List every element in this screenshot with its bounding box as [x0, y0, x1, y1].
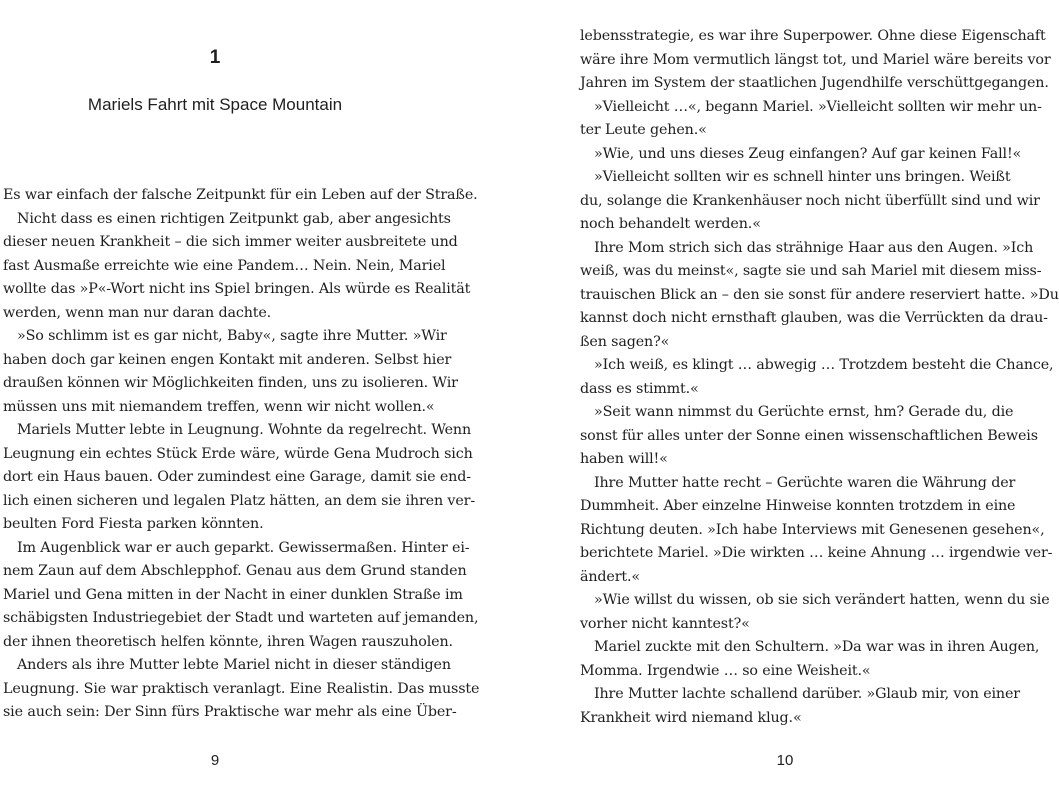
text-line: Momma. Irgendwie … so eine Weisheit.« — [580, 662, 871, 679]
text-line: »Seit wann nimmst du Gerüchte ernst, hm? Gerade du, die — [594, 404, 1014, 420]
text-line: Ihre Mutter lachte schallend darüber. »Glaub mir, von einer — [594, 686, 1020, 702]
text-line: Anders als ihre Mutter lebte Mariel nicht in dieser ständigen — [17, 657, 451, 673]
page-number: 10 — [776, 752, 794, 769]
text-line: schäbigsten Industriegebiet der Stadt und warteten auf jemanden, — [3, 610, 479, 626]
text-line: Mariels Mutter lebte in Leugnung. Wohnte da regelrecht. Wenn — [17, 422, 472, 438]
text-line: haben will!« — [580, 451, 668, 467]
text-line: »So schlimm ist es gar nicht, Baby«, sagte ihre Mutter. »Wir — [17, 328, 447, 344]
text-line: du, solange die Krankenhäuser noch nicht überfüllt sind und wir — [580, 192, 1040, 209]
text-line: dieser neuen Krankheit – die sich immer weiter ausbreitete und — [3, 234, 458, 250]
left-page-text — [3, 184, 480, 725]
right-page — [570, 0, 1059, 800]
text-line: trauischen Blick an – den sie sonst für andere reserviert hatte. »Du — [580, 286, 1059, 303]
text-line: noch behandelt werden.« — [580, 216, 761, 232]
text-line: Dummheit. Aber einzelne Hinweise konnten trotzdem in eine — [580, 498, 1016, 514]
text-line: Ihre Mom strich sich das strähnige Haar aus den Augen. »Ich — [594, 239, 1034, 256]
text-line: Nicht dass es einen richtigen Zeitpunkt gab, aber angesichts — [17, 210, 451, 227]
text-line: kannst doch nicht ernsthaft glauben, was die Verrückten da drau- — [580, 310, 1048, 326]
text-line: draußen können wir Möglichkeiten finden, uns zu isolieren. Wir — [3, 375, 458, 391]
text-line: dort ein Haus bauen. Oder zumindest eine Garage, damit sie end- — [3, 469, 471, 485]
text-line: der ihnen theoretisch helfen könnte, ihren Wagen rauszuholen. — [3, 633, 453, 650]
text-line: Richtung deuten. »Ich habe Interviews mit Genesenen gesehen«, — [580, 521, 1045, 538]
text-line: Ihre Mutter hatte recht – Gerüchte waren die Währung der — [594, 474, 1016, 491]
text-line: Krankheit wird niemand klug.« — [580, 709, 802, 726]
text-line: sonst für alles unter der Sonne einen wissenschaftlichen Beweis — [580, 427, 1038, 444]
chapter-title: Mariels Fahrt mit Space Mountain — [87, 95, 343, 114]
text-line: Es war einfach der falsche Zeitpunkt für ein Leben auf der Straße. — [3, 187, 478, 203]
text-line: beulten Ford Fiesta parken könnten. — [3, 516, 264, 532]
text-line: vorher nicht kanntest?« — [580, 615, 750, 632]
text-line: fast Ausmaße erreichte wie eine Pandem… Nein. Nein, Mariel — [3, 257, 446, 274]
chapter-number: 1 — [209, 47, 221, 68]
text-line: Im Augenblick war er auch geparkt. Gewissermaßen. Hinter ei- — [17, 539, 470, 556]
text-line: »Vielleicht …«, begann Mariel. »Vielleicht sollten wir mehr un- — [594, 98, 1042, 115]
text-line: Jahren im System der staatlichen Jugendhilfe verschüttgegangen. — [580, 75, 1049, 91]
text-line: »Wie, und uns dieses Zeug einfangen? Auf gar keinen Fall!« — [594, 145, 1022, 162]
text-line: lich einen sicheren und legalen Platz hätten, an dem sie ihren ver- — [3, 492, 476, 509]
text-line: Leugnung ein echtes Stück Erde wäre, würde Gena Mudroch sich — [3, 445, 473, 462]
text-line: Leugnung. Sie war praktisch veranlagt. Eine Realistin. Das musste — [3, 680, 480, 697]
text-line: »Vielleicht sollten wir es schnell hinter uns bringen. Weißt — [594, 169, 1011, 185]
text-line: »Ich weiß, es klingt … abwegig … Trotzdem besteht die Chance, — [594, 357, 1054, 373]
text-line: nem Zaun auf dem Abschlepphof. Genau aus dem Grund standen — [3, 563, 467, 579]
right-page-text — [580, 25, 1059, 730]
text-line: ändert.« — [580, 568, 641, 585]
text-line: Mariel zuckte mit den Schultern. »Da war was in ihren Augen, — [594, 639, 1040, 655]
text-line: wäre ihre Mom vermutlich längst tot, und Mariel wäre bereits vor — [580, 51, 1051, 68]
text-line: Mariel und Gena mitten in der Nacht in einer dunklen Straße im — [3, 586, 463, 603]
text-line: werden, wenn man nur daran dachte. — [3, 304, 272, 321]
text-line: ßen sagen?« — [580, 333, 670, 350]
text-line: berichtete Mariel. »Die wirkten … keine Ahnung … irgendwie ver- — [580, 545, 1053, 561]
left-page — [0, 0, 480, 800]
text-line: dass es stimmt.« — [580, 380, 699, 397]
text-line: müssen uns mit niemandem treffen, wenn wir nicht wollen.« — [3, 398, 435, 415]
text-line: »Wie willst du wissen, ob sie sich verändert hatten, wenn du sie — [594, 592, 1050, 608]
text-line: weiß, was du meinst«, sagte sie und sah Mariel mit diesem miss- — [580, 263, 1042, 279]
page-number: 9 — [210, 752, 220, 769]
text-line: ter Leute gehen.« — [580, 122, 707, 138]
text-line: sie auch sein: Der Sinn fürs Praktische war mehr als eine Über- — [3, 704, 457, 720]
text-line: haben doch gar keinen engen Kontakt mit anderen. Selbst hier — [3, 351, 452, 368]
text-line: lebensstrategie, es war ihre Superpower. Ohne diese Eigenschaft — [580, 28, 1046, 44]
text-line: wollte das »P«-Wort nicht ins Spiel bringen. Als würde es Realität — [3, 281, 471, 297]
